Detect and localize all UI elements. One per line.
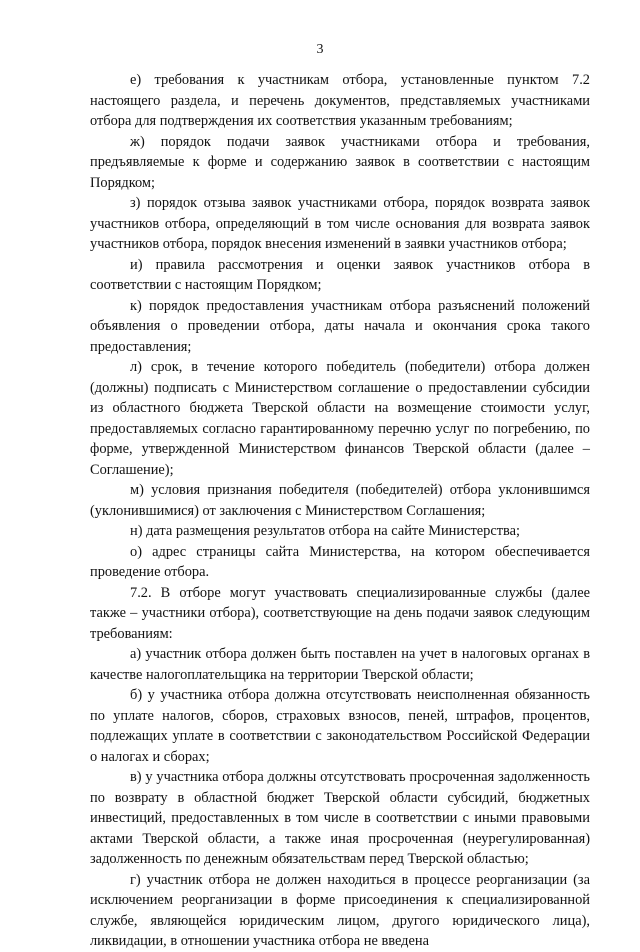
paragraph-n: н) дата размещения результатов отбора на сайте Министерства; xyxy=(130,523,521,539)
paragraph-7-2: 7.2. В отборе могут участвовать специализированные службы (далее также – участники отбора), соответствующие на день подачи заявок следующим требованиям: xyxy=(90,584,590,642)
paragraph-k: к) порядок предоставления участникам отбора разъяснений положений объявления о проведении отбора, даты начала и окончания срока такого предоставления; xyxy=(90,297,590,355)
paragraph-z: з) порядок отзыва заявок участниками отбора, порядок возврата заявок участников отбора, определяющий в том числе основания для возврата заявок участников отбора, порядок внесения изменений в заявки участников отбора; xyxy=(90,195,590,252)
page-number: 3 xyxy=(316,42,324,57)
paragraph-m: м) условия признания победителя (победителей) отбора уклонившимся (уклонившимися) от заключения с Министерством Соглашения; xyxy=(90,482,590,519)
paragraph-l: л) срок, в течение которого победитель (победители) отбора должен (должны) подписать с Министерством соглашение о предоставлении субсидии из областного бюджета Тверской области на возмещение стоимости услуг, предоставляемых согласно гарантированному перечню услуг по погребению, по форме, утвержденной Министерством финансов Тверской области (далее – Соглашение); xyxy=(90,359,590,478)
paragraph-zh: ж) порядок подачи заявок участниками отбора и требования, предъявляемые к форме и содержанию заявок в соответствии с настоящим Порядком; xyxy=(90,133,590,191)
paragraph-i: и) правила рассмотрения и оценки заявок участников отбора в соответствии с настоящим Порядком; xyxy=(90,256,590,293)
paragraph-v: в) у участника отбора должны отсутствовать просроченная задолженность по возврату в областной бюджет Тверской области субсидий, бюджетных инвестиций, предоставленных в том числе в соответствии с иными правовыми актами Тверской области, а также иная просроченная (неурегулированная) задолженность по денежным обязательствам перед Тверской областью; xyxy=(90,769,590,867)
document-body xyxy=(90,70,590,952)
paragraph-a: а) участник отбора должен быть поставлен на учет в налоговых органах в качестве налогоплательщика на территории Тверской области; xyxy=(90,646,590,683)
paragraph-b: б) у участника отбора должна отсутствовать неисполненная обязанность по уплате налогов, сборов, страховых взносов, пеней, штрафов, процентов, подлежащих уплате в соответствии с законодательством Российской Федерации о налогах и сборах; xyxy=(90,687,590,765)
paragraph-o: о) адрес страницы сайта Министерства, на котором обеспечивается проведение отбора. xyxy=(90,543,590,580)
paragraph-g: г) участник отбора не должен находиться в процессе реорганизации (за исключением реорганизации в форме присоединения к специализированной службе, являющейся юридическим лицом, другого юридического лица), ликвидации, в отношении участника отбора не введена xyxy=(90,871,590,949)
paragraph-e: е) требования к участникам отбора, установленные пунктом 7.2 настоящего раздела, и перечень документов, представляемых участниками отбора для подтверждения их соответствия указанным требованиям; xyxy=(90,72,590,129)
